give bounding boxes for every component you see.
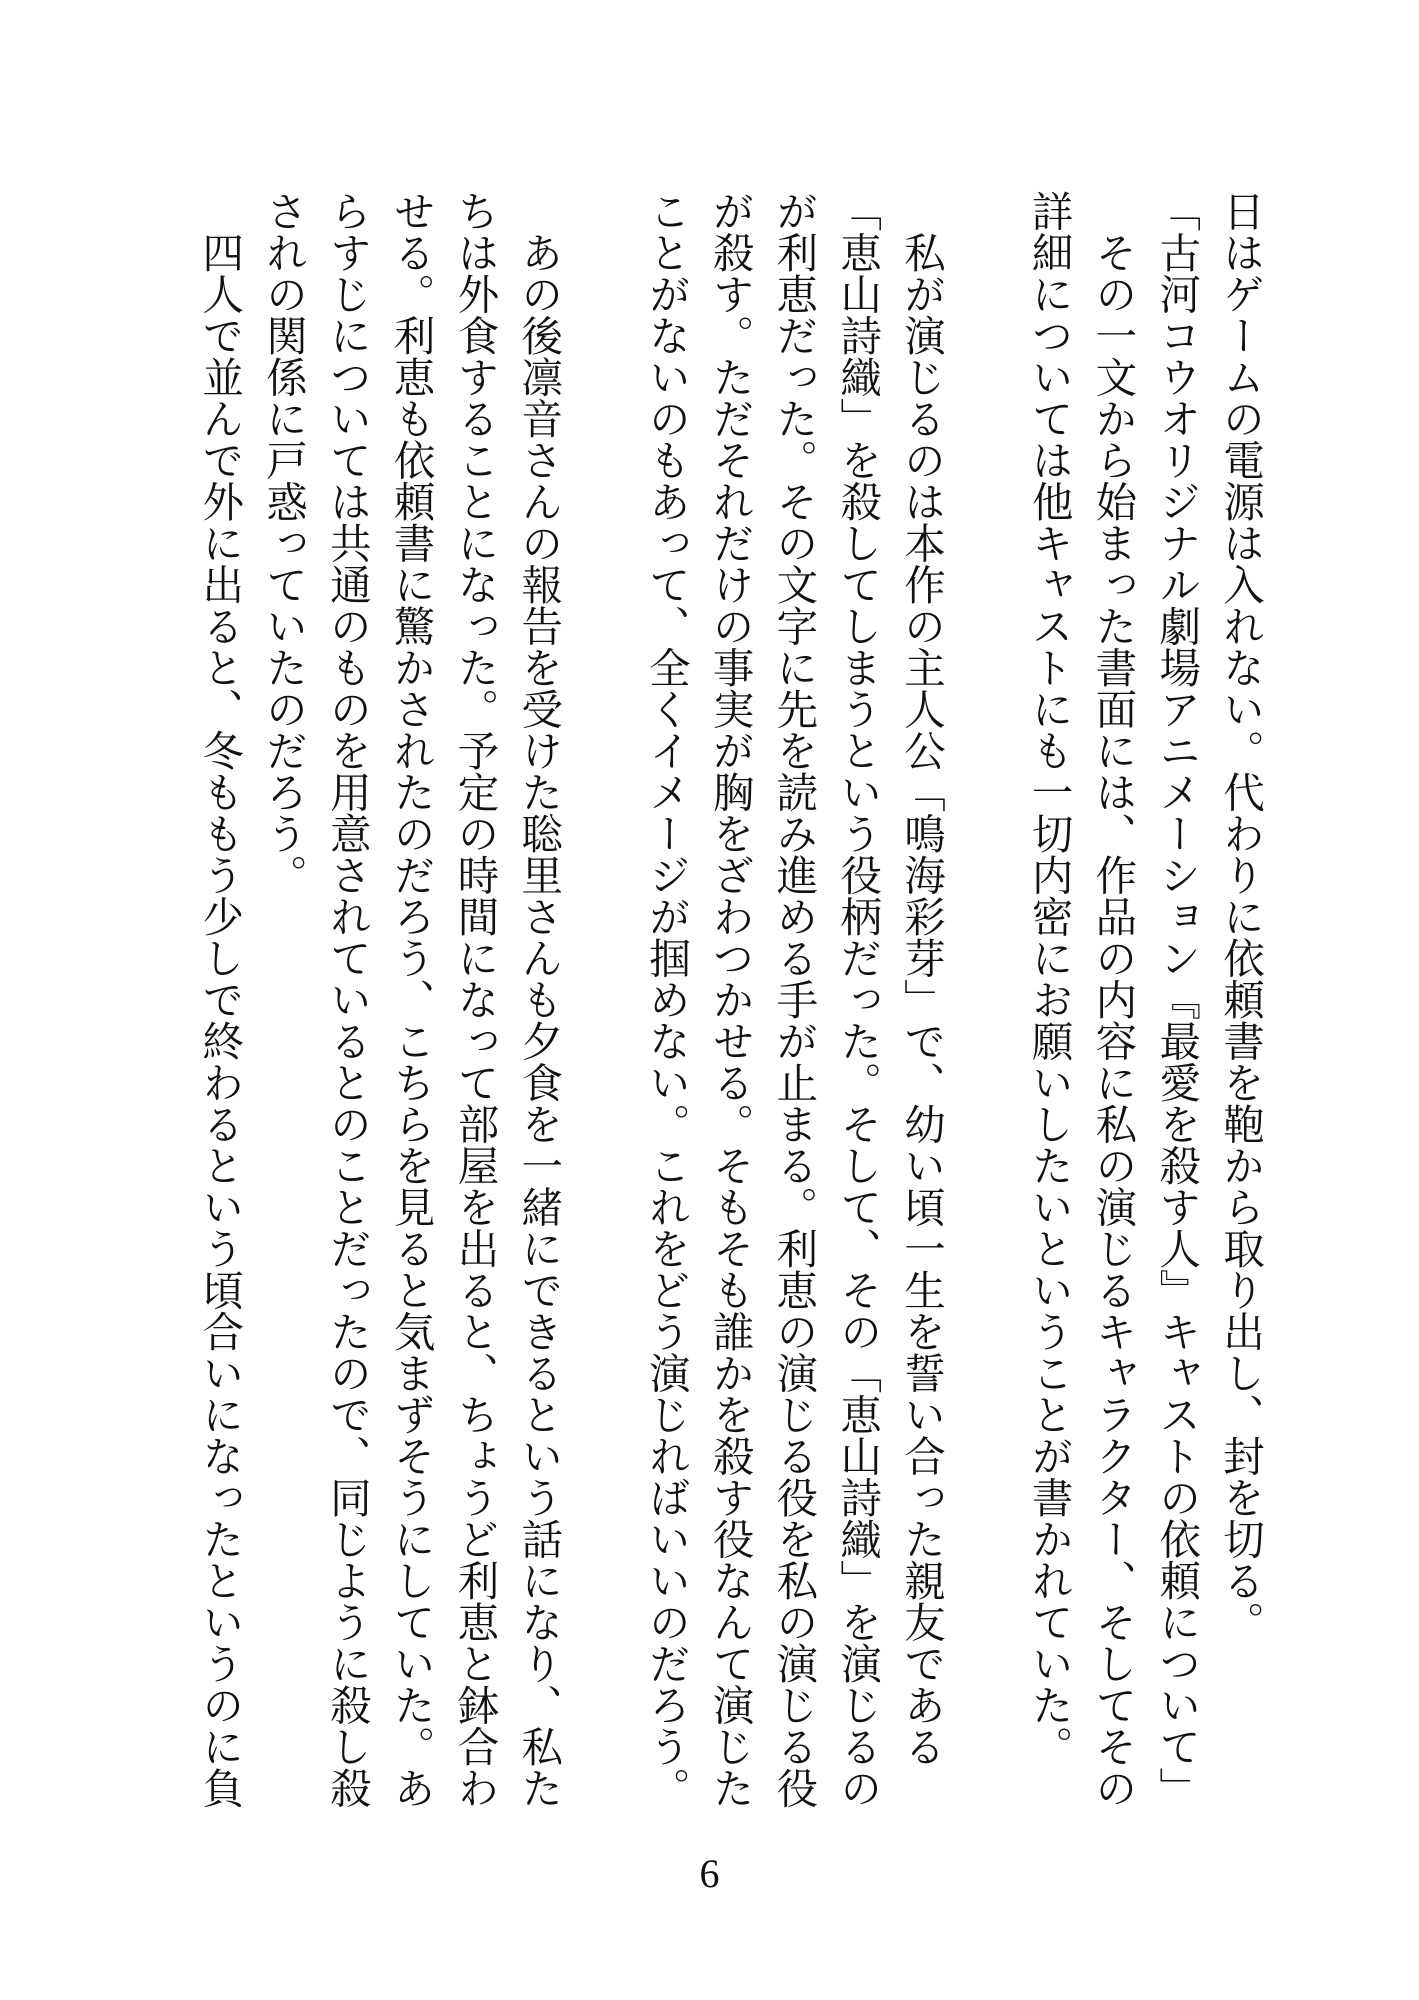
text-line: 日はゲームの電源は入れない。代わりに依頼書を鞄から取り出し、封を切る。 — [1216, 190, 1265, 1643]
text-line: あの後凛音さんの報告を受けた聡里さんも夕食を一緒にできるという話になり、私た — [514, 190, 564, 1809]
text-line: が殺す。ただそれだけの事実が胸をざわつかせる。そもそも誰かを殺す役なんて演じた — [705, 190, 755, 1809]
text-line: されの関係に戸惑っていたのだろう。 — [259, 190, 309, 896]
text-line: ことがないのもあって、全くイメージが掴めない。これをどう演じればいいのだろう。 — [641, 190, 691, 1809]
text-line: らすじについては共通のものを用意されているとのことだったので、同じように殺し殺 — [322, 190, 372, 1809]
text-line: 「古河コウオリジナル劇場アニメーション『最愛を殺す人』キャストの依頼について」 — [1152, 190, 1202, 1809]
text-line: が利恵だった。その文字に先を読み進める手が止まる。利恵の演じる役を私の演じる役 — [769, 190, 819, 1809]
text-line: ちは外食することになった。予定の時間になって部屋を出ると、ちょうど利恵と鉢合わ — [450, 190, 500, 1809]
blank-line — [570, 190, 634, 1830]
text-line: 四人で並んで外に出ると、冬ももう少しで終わるという頃合いになったというのに負 — [195, 190, 245, 1809]
text-line: 「恵山詩織」を殺してしまうという役柄だった。そして、その「恵山詩織」を演じるの — [833, 190, 883, 1809]
vertical-body-text — [187, 190, 1272, 1830]
text-line: 詳細については他キャストにも一切内密にお願いしたいということが書かれていた。 — [1024, 190, 1074, 1767]
page-number: 6 — [699, 1851, 720, 1896]
blank-line — [953, 190, 1017, 1830]
text-line: 私が演じるのは本作の主人公「鳴海彩芽」で、幼い頃一生を誓い合った親友である — [897, 190, 947, 1767]
text-line: せる。利恵も依頼書に驚かされたのだろう、こちらを見ると気まずそうにしていた。あ — [386, 190, 436, 1809]
text-line: その一文から始まった書面には、作品の内容に私の演じるキャラクター、そしてその — [1088, 190, 1138, 1809]
